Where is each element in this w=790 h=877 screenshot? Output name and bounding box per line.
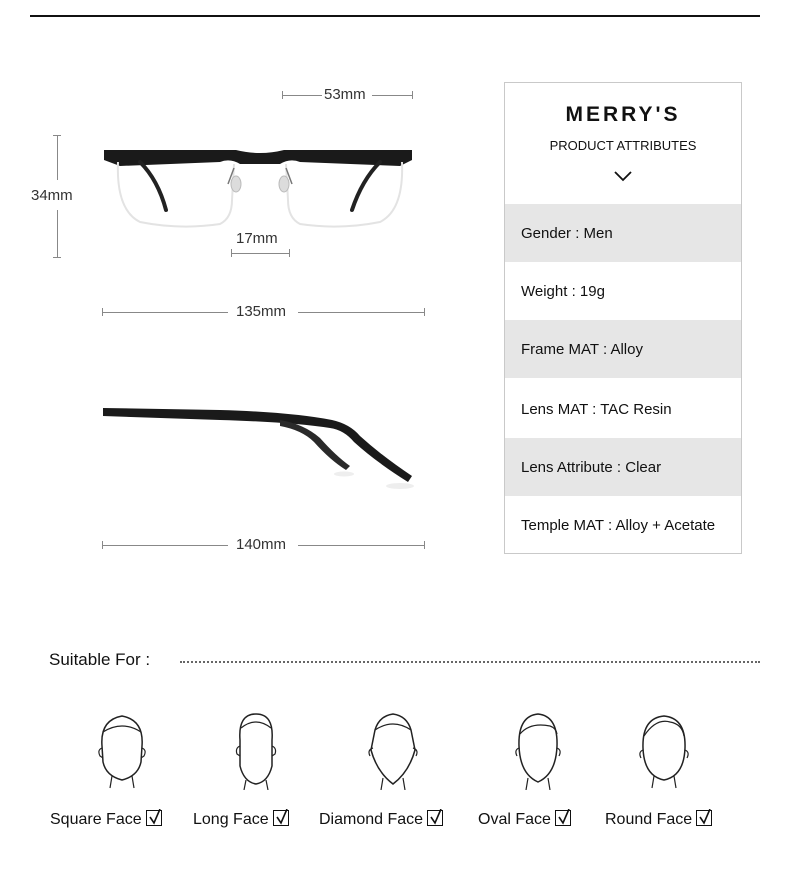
check-icon [148,809,162,825]
frame-width-line [298,312,424,313]
long-face-icon [228,710,284,790]
lens-height-line [57,135,58,180]
face-option-diamond [319,810,443,829]
face-option-long [193,810,289,829]
round-face-icon [636,710,692,790]
tick [282,91,283,99]
chevron-down-icon [613,169,633,183]
tick [53,257,61,258]
product-attributes-panel [504,82,742,554]
tick [53,135,61,136]
tick [102,541,103,549]
temple-length-label: 140mm [236,536,287,553]
check-icon [275,809,289,825]
attribute-lens-attribute: Lens Attribute : Clear [505,438,741,496]
dotted-divider [180,661,760,663]
tick [424,541,425,549]
lens-width-line [372,95,412,96]
frame-width-line [102,312,228,313]
face-label: Long Face [193,811,269,828]
tick [412,91,413,99]
checkbox [555,810,571,826]
face-label: Oval Face [478,811,551,828]
lens-width-line [282,95,322,96]
lens-height-line [57,210,58,257]
check-icon [429,809,443,825]
lens-width-label: 53mm [324,86,366,103]
tick [424,308,425,316]
glasses-side-image [100,400,420,500]
glasses-front-image [100,140,420,240]
face-label: Round Face [605,811,693,828]
face-label: Square Face [50,811,142,828]
checkbox [696,810,712,826]
attribute-lens-mat: Lens MAT : TAC Resin [521,400,672,418]
lens-height-label: 34mm [31,187,73,204]
attribute-gender: Gender : Men [505,204,741,262]
oval-face-icon [510,710,566,790]
tick [231,249,232,257]
face-label: Diamond Face [319,811,424,828]
face-option-square [50,810,162,829]
diamond-face-icon [363,710,423,790]
tick [102,308,103,316]
checkbox [427,810,443,826]
frame-width-label: 135mm [236,303,287,320]
checkbox [146,810,162,826]
check-icon [557,809,571,825]
suitable-for-title: Suitable For : [49,650,151,669]
tick [289,249,290,257]
checkbox [273,810,289,826]
temple-length-line [298,545,424,546]
face-option-round [605,810,712,829]
face-option-oval [478,810,571,829]
attribute-weight: Weight : 19g [521,282,605,300]
bridge-label: 17mm [236,230,278,247]
top-divider [30,15,760,17]
temple-length-line [102,545,228,546]
bridge-line [231,253,289,254]
attribute-temple-mat: Temple MAT : Alloy + Acetate [521,516,716,534]
square-face-icon [94,710,150,790]
panel-subtitle: PRODUCT ATTRIBUTES [549,138,697,153]
check-icon [698,809,712,825]
attribute-frame-mat: Frame MAT : Alloy [505,320,741,378]
brand-logo: MERRY'S [565,103,681,126]
